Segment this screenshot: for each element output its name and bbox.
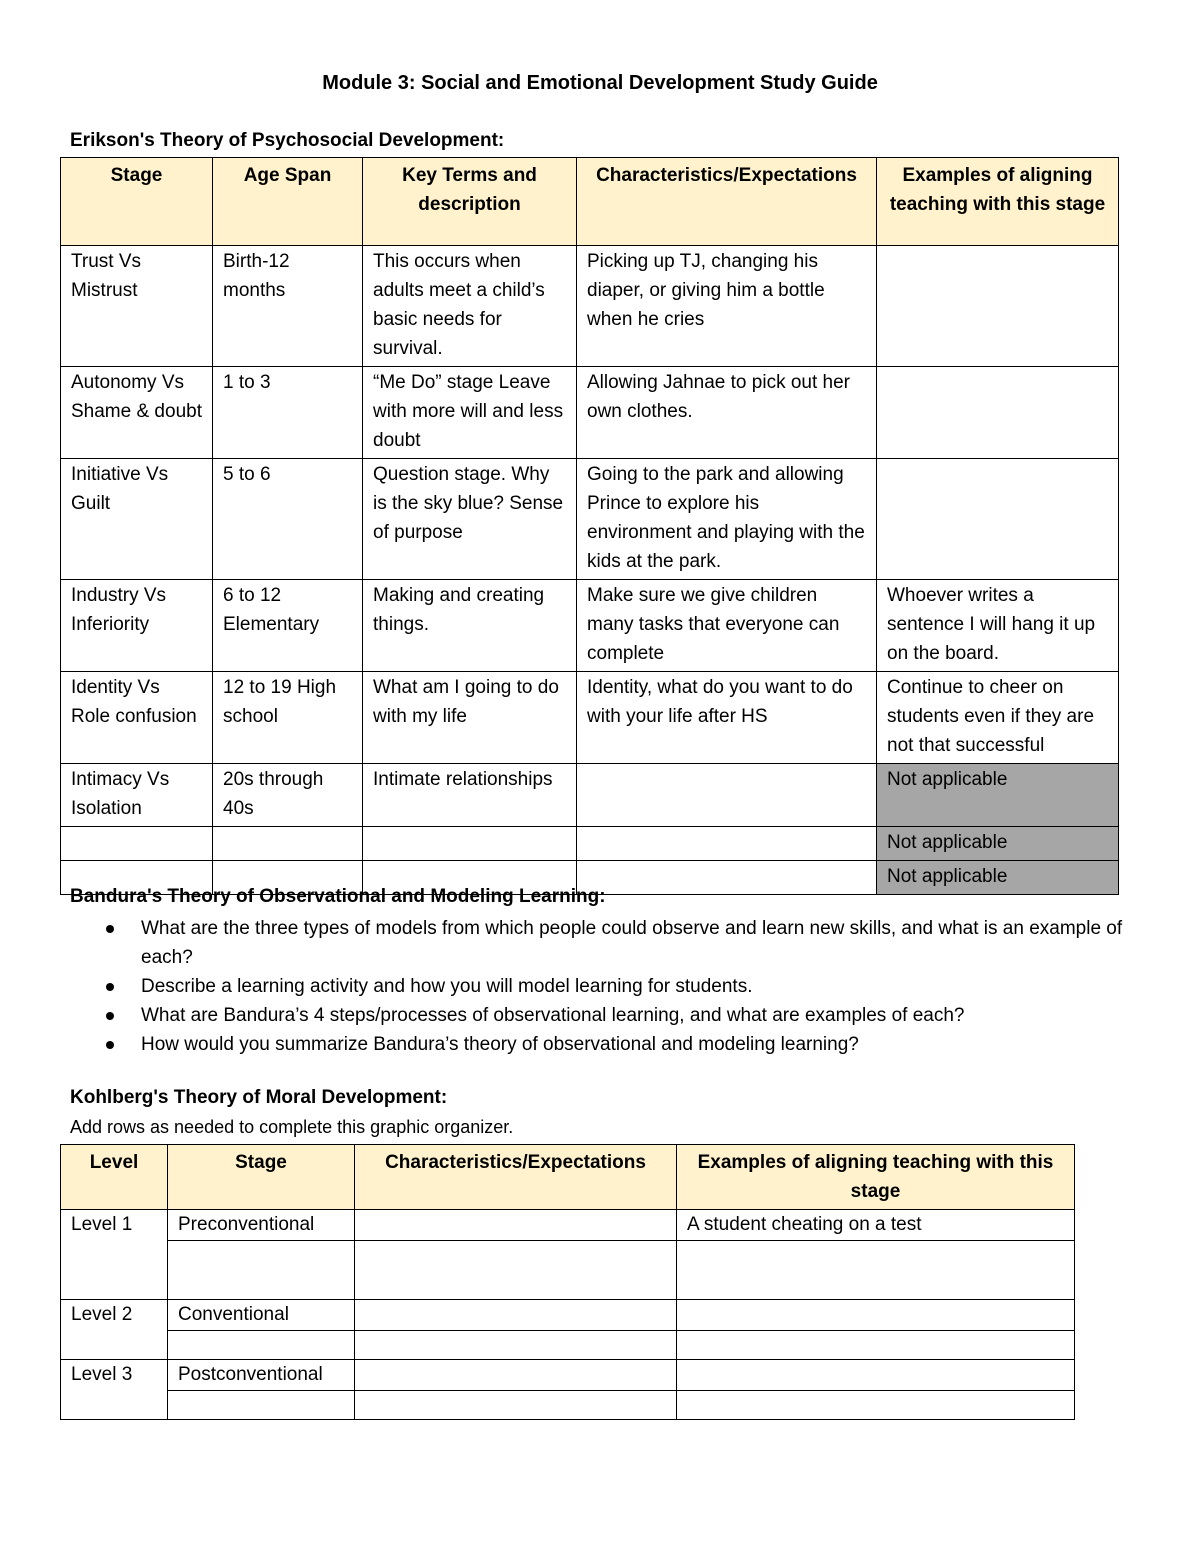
erikson-cell: 6 to 12 Elementary	[213, 580, 363, 672]
table-row	[61, 246, 1119, 367]
erikson-cell: Identity, what do you want to do with your life after HS	[577, 672, 877, 764]
erikson-header-key-terms: Key Terms and description	[363, 158, 577, 246]
kohlberg-cell: Conventional	[168, 1300, 355, 1331]
kohlberg-cell	[355, 1331, 677, 1360]
table-row	[61, 580, 1119, 672]
kohlberg-cell	[677, 1391, 1075, 1420]
kohlberg-header-row	[61, 1145, 1075, 1210]
kohlberg-header-characteristics: Characteristics/Expectations	[355, 1145, 677, 1210]
erikson-header-row	[61, 158, 1119, 246]
erikson-cell: “Me Do” stage Leave with more will and less doubt	[363, 367, 577, 459]
bandura-question: Describe a learning activity and how you will model learning for students.	[141, 976, 753, 997]
not-applicable-cell: Not applicable	[877, 764, 1119, 827]
erikson-cell: 5 to 6	[213, 459, 363, 580]
erikson-cell	[61, 827, 213, 861]
erikson-cell: Picking up TJ, changing his diaper, or giving him a bottle when he cries	[577, 246, 877, 367]
bandura-question: What are Bandura’s 4 steps/processes of observational learning, and what are examples of each?	[141, 1005, 965, 1026]
bullet-icon	[106, 1012, 114, 1020]
not-applicable-cell: Not applicable	[877, 861, 1119, 895]
table-row	[61, 827, 1119, 861]
erikson-cell: Whoever writes a sentence I will hang it up on the board.	[877, 580, 1119, 672]
list-item	[70, 1001, 1130, 1030]
erikson-cell	[877, 367, 1119, 459]
kohlberg-cell: A student cheating on a test	[677, 1210, 1075, 1241]
erikson-cell	[877, 246, 1119, 367]
erikson-cell: Allowing Jahnae to pick out her own clothes.	[577, 367, 877, 459]
erikson-cell: What am I going to do with my life	[363, 672, 577, 764]
kohlberg-heading: Kohlberg's Theory of Moral Development:	[70, 1087, 448, 1108]
kohlberg-cell: Preconventional	[168, 1210, 355, 1241]
erikson-heading: Erikson's Theory of Psychosocial Development:	[70, 130, 505, 151]
erikson-cell: Going to the park and allowing Prince to explore his environment and playing with the kids at the park.	[577, 459, 877, 580]
bandura-question-list	[70, 914, 1130, 1059]
erikson-cell	[577, 861, 877, 895]
kohlberg-header-examples: Examples of aligning teaching with this stage	[677, 1145, 1075, 1210]
not-applicable-cell: Not applicable	[877, 827, 1119, 861]
kohlberg-cell	[355, 1300, 677, 1331]
kohlberg-table	[60, 1144, 1075, 1420]
kohlberg-cell: Postconventional	[168, 1360, 355, 1391]
kohlberg-header-level: Level	[61, 1145, 168, 1210]
erikson-cell	[577, 764, 877, 827]
kohlberg-cell	[355, 1241, 677, 1300]
table-row	[61, 459, 1119, 580]
erikson-cell	[363, 827, 577, 861]
kohlberg-cell	[355, 1360, 677, 1391]
erikson-cell: Question stage. Why is the sky blue? Sense of purpose	[363, 459, 577, 580]
kohlberg-cell	[168, 1241, 355, 1300]
erikson-cell: Industry Vs Inferiority	[61, 580, 213, 672]
table-row	[61, 367, 1119, 459]
kohlberg-cell	[677, 1331, 1075, 1360]
kohlberg-instruction: Add rows as needed to complete this graphic organizer.	[70, 1117, 514, 1137]
bullet-icon	[106, 925, 114, 933]
erikson-cell: Trust Vs Mistrust	[61, 246, 213, 367]
kohlberg-cell	[168, 1331, 355, 1360]
erikson-cell: Make sure we give children many tasks that everyone can complete	[577, 580, 877, 672]
erikson-cell: Making and creating things.	[363, 580, 577, 672]
kohlberg-cell	[677, 1360, 1075, 1391]
erikson-cell: This occurs when adults meet a child’s basic needs for survival.	[363, 246, 577, 367]
erikson-cell: Intimacy Vs Isolation	[61, 764, 213, 827]
kohlberg-cell	[168, 1391, 355, 1420]
table-row	[61, 764, 1119, 827]
kohlberg-cell	[677, 1241, 1075, 1300]
erikson-cell	[213, 827, 363, 861]
table-row	[61, 672, 1119, 764]
erikson-cell: Intimate relationships	[363, 764, 577, 827]
erikson-header-characteristics: Characteristics/Expectations	[577, 158, 877, 246]
erikson-cell: 12 to 19 High school	[213, 672, 363, 764]
erikson-cell: Identity Vs Role confusion	[61, 672, 213, 764]
bandura-question: How would you summarize Bandura’s theory of observational and modeling learning?	[141, 1034, 859, 1055]
table-row	[61, 1241, 1075, 1300]
table-row	[61, 1300, 1075, 1331]
table-row	[61, 1331, 1075, 1360]
erikson-cell: 20s through 40s	[213, 764, 363, 827]
erikson-cell	[877, 459, 1119, 580]
erikson-header-examples: Examples of aligning teaching with this stage	[877, 158, 1119, 246]
erikson-cell	[577, 827, 877, 861]
erikson-cell: Birth-12 months	[213, 246, 363, 367]
bandura-heading: Bandura's Theory of Observational and Modeling Learning:	[70, 886, 606, 907]
document-title: Module 3: Social and Emotional Development Study Guide	[322, 72, 878, 94]
erikson-cell: Initiative Vs Guilt	[61, 459, 213, 580]
table-row	[61, 1210, 1075, 1241]
erikson-cell: Autonomy Vs Shame & doubt	[61, 367, 213, 459]
table-row	[61, 1391, 1075, 1420]
erikson-cell: 1 to 3	[213, 367, 363, 459]
bullet-icon	[106, 1041, 114, 1049]
bullet-icon	[106, 983, 114, 991]
kohlberg-level-cell: Level 3	[61, 1360, 168, 1420]
list-item	[70, 914, 1130, 972]
list-item	[70, 972, 1130, 1001]
kohlberg-cell	[355, 1391, 677, 1420]
erikson-header-stage: Stage	[61, 158, 213, 246]
bandura-question: What are the three types of models from which people could observe and learn new skills, and what is an example of each?	[141, 918, 1123, 968]
kohlberg-level-cell: Level 2	[61, 1300, 168, 1360]
kohlberg-cell	[355, 1210, 677, 1241]
list-item	[70, 1030, 1130, 1059]
kohlberg-cell	[677, 1300, 1075, 1331]
kohlberg-header-stage: Stage	[168, 1145, 355, 1210]
erikson-cell: Continue to cheer on students even if they are not that successful	[877, 672, 1119, 764]
erikson-table	[60, 157, 1119, 895]
table-row	[61, 1360, 1075, 1391]
kohlberg-level-cell: Level 1	[61, 1210, 168, 1300]
erikson-header-age-span: Age Span	[213, 158, 363, 246]
